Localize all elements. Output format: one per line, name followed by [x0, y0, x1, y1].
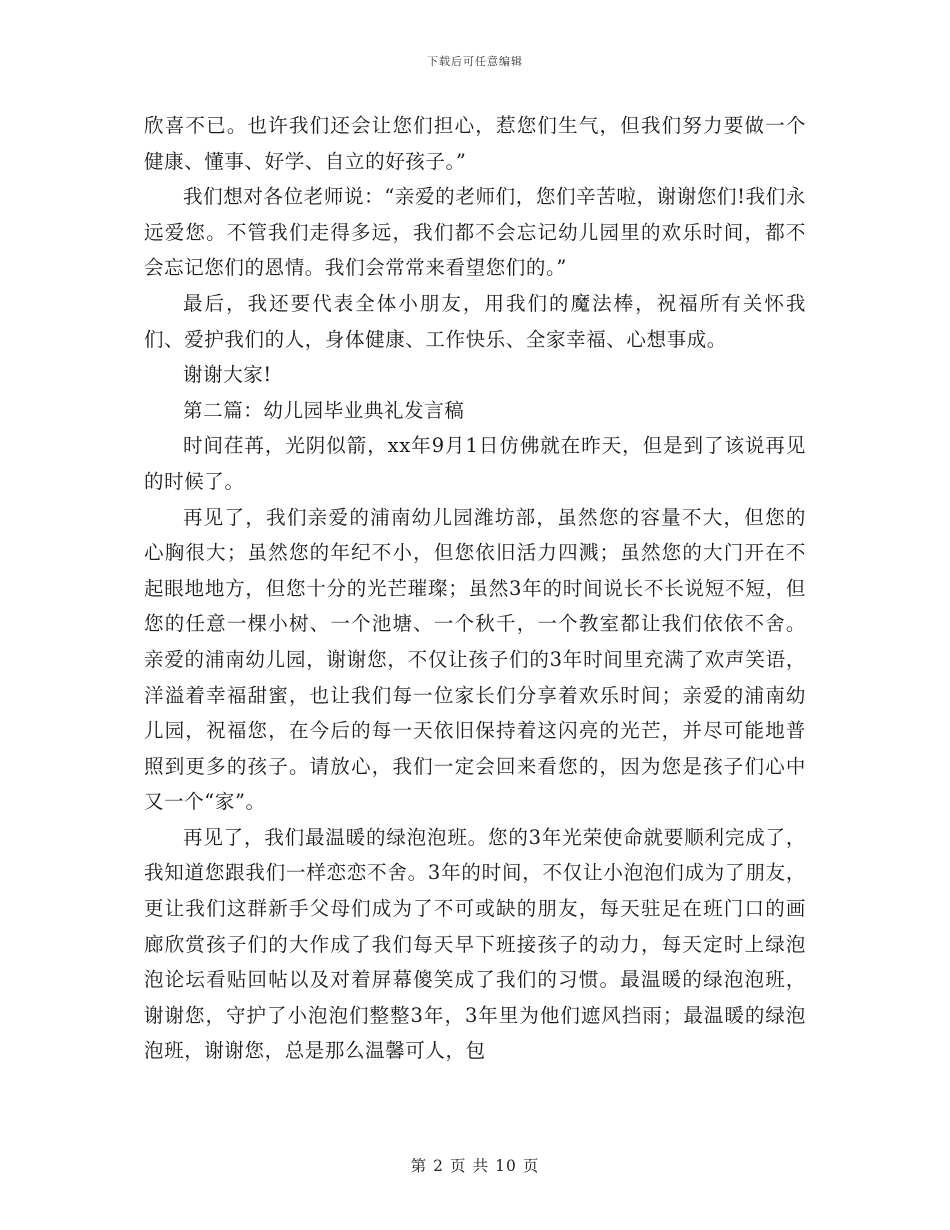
total-prefix: 共 [472, 1157, 490, 1175]
page-header: 下载后可任意编辑 [427, 55, 523, 68]
document-body [144, 108, 806, 1069]
paragraph-6: 时间荏苒，光阴似箭，xx年9月1日仿佛就在昨天，但是到了该说再见的时候了。 [144, 434, 806, 493]
paragraph-2: 我们想对各位老师说：“亲爱的老师们，您们辛苦啦，谢谢您们!我们永远爱您。不管我们走得多远，我们都不会忘记幼儿园里的欢乐时间，都不会忘记您们的恩情。我们会常常来看望您们的。” [144, 185, 806, 280]
paragraph-8: 再见了，我们最温暖的绿泡泡班。您的3年光荣使命就要顺利完成了，我知道您跟我们一样恋恋不舍。3年的时间，不仅让小泡泡们成为了朋友，更让我们这群新手父母们成为了不可或缺的朋友，每天驻足在班门口的画廊欣赏孩子们的大作成了我们每天早下班接孩子的动力，每天定时上绿泡泡论坛看贴回帖以及对着屏幕傻笑成了我们的习惯。最温暖的绿泡泡班，谢谢您，守护了小泡泡们整整3年，3年里为他们遮风挡雨；最温暖的绿泡泡班，谢谢您，总是那么温馨可人，包 [144, 825, 806, 1063]
section-heading: 第二篇：幼儿园毕业典礼发言稿 [183, 398, 465, 422]
page-footer [0, 1154, 950, 1176]
paragraph-4: 谢谢大家! [183, 363, 272, 387]
paragraph-7: 再见了，我们亲爱的浦南幼儿园潍坊部，虽然您的容量不大，但您的心胸很大；虽然您的年纪不小，但您依旧活力四溅；虽然您的大门开在不起眼地地方，但您十分的光芒璀璨；虽然3年的时间说长不长说短不短，但您的任意一棵小树、一个池塘、一个秋千，一个教室都让我们依依不舍。亲爱的浦南幼儿园，谢谢您，不仅让孩子们的3年时间里充满了欢声笑语，洋溢着幸福甜蜜，也让我们每一位家长们分享着欢乐时间；亲爱的浦南幼儿园，祝福您，在今后的每一天依旧保持着这闪亮的光芒，并尽可能地普照到更多的孩子。请放心，我们一定会回来看您的，因为您是孩子们心中又一个“家”。 [144, 505, 806, 814]
paragraph-3: 最后，我还要代表全体小朋友，用我们的魔法棒，祝福所有关怀我们、爱护我们的人，身体健康、工作快乐、全家幸福、心想事成。 [144, 291, 806, 351]
total-pages: 10 [495, 1157, 517, 1175]
page-label-prefix: 第 [410, 1157, 428, 1175]
total-suffix: 页 [522, 1157, 540, 1175]
page-label-mid: 页 [450, 1157, 467, 1175]
paragraph-1: 欣喜不已。也许我们还会让您们担心，惹您们生气，但我们努力要做一个健康、懂事、好学、自立的好孩子。” [144, 114, 806, 173]
page-number: 2 [433, 1157, 445, 1175]
